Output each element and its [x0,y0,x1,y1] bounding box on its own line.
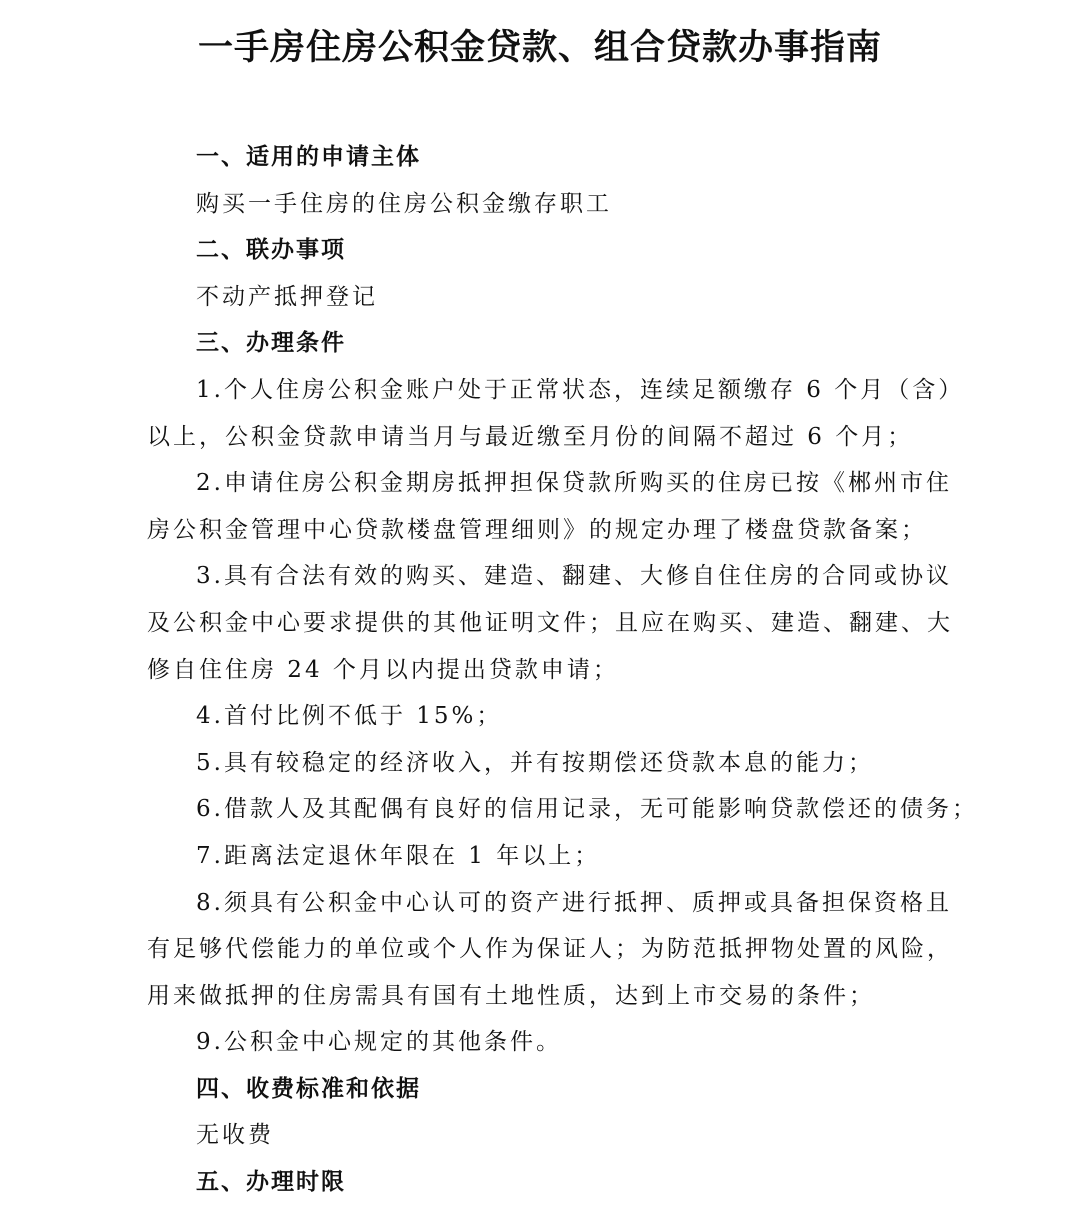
condition-3-line-3: 修自住住房 24 个月以内提出贷款申请； [147,656,619,683]
condition-8-line-2: 有足够代偿能力的单位或个人作为保证人；为防范抵押物处置的风险， [147,936,953,963]
condition-2-line-1: 2.申请住房公积金期房抵押担保贷款所购买的住房已按《郴州市住 [196,470,952,497]
section-heading-joint-matters: 二、联办事项 [196,237,346,264]
condition-3-line-2: 及公积金中心要求提供的其他证明文件；且应在购买、建造、翻建、大 [147,609,953,636]
condition-6: 6.借款人及其配偶有良好的信用记录，无可能影响贷款偿还的债务； [196,796,978,823]
condition-4: 4.首付比例不低于 15%； [196,703,503,730]
section-heading-applicant: 一、适用的申请主体 [196,144,421,170]
section-heading-time-limit: 五、办理时限 [196,1169,346,1196]
condition-9: 9.公积金中心规定的其他条件。 [196,1029,562,1056]
condition-1-line-2: 以上，公积金贷款申请当月与最近缴至月份的间隔不超过 6 个月； [147,423,914,450]
condition-3-line-1: 3.具有合法有效的购买、建造、翻建、大修自住住房的合同或协议 [196,563,952,590]
paragraph-fees: 无收费 [196,1122,274,1149]
paragraph-applicant: 购买一手住房的住房公积金缴存职工 [196,190,612,217]
section-heading-conditions: 三、办理条件 [196,330,346,357]
condition-8-line-3: 用来做抵押的住房需具有国有土地性质，达到上市交易的条件； [147,982,875,1009]
condition-2-line-2: 房公积金管理中心贷款楼盘管理细则》的规定办理了楼盘贷款备案； [147,516,927,543]
document-body [147,134,978,1206]
document-title: 一手房住房公积金贷款、组合贷款办事指南 [197,28,882,68]
condition-8-line-1: 8.须具有公积金中心认可的资产进行抵押、质押或具备担保资格且 [196,889,952,916]
condition-5: 5.具有较稳定的经济收入，并有按期偿还贷款本息的能力； [196,749,874,776]
condition-7: 7.距离法定退休年限在 1 年以上； [196,842,601,869]
condition-1-line-1: 1.个人住房公积金账户处于正常状态，连续足额缴存 6 个月（含） [196,376,965,403]
paragraph-joint-matters: 不动产抵押登记 [196,283,378,310]
section-heading-fees: 四、收费标准和依据 [196,1075,421,1102]
